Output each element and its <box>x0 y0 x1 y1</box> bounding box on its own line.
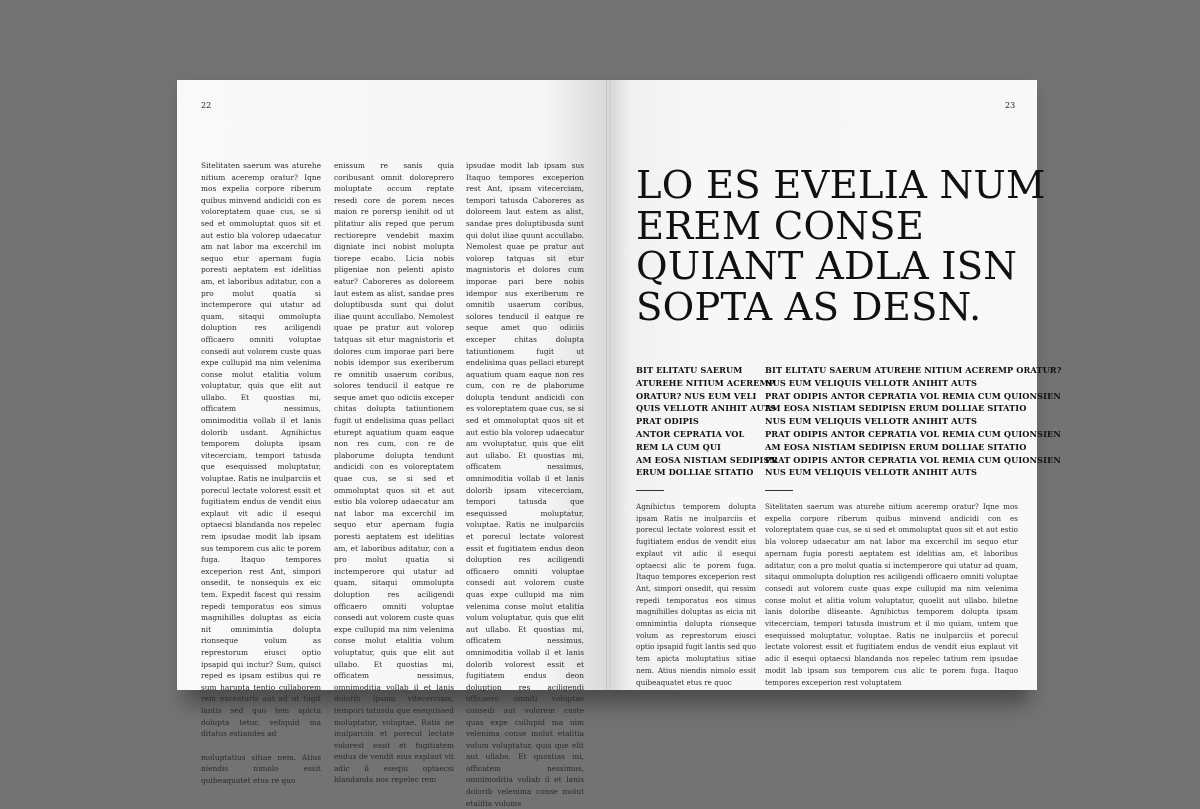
left-page-column-3 <box>466 160 584 808</box>
heading-line: QUIANT ADLA ISN <box>636 244 1018 289</box>
caps-line: ANTOR CEPRATIA VOL <box>636 428 745 439</box>
heading-line: LO ES EVELIA NUM <box>636 163 1046 208</box>
caps-line: ERUM DOLLIAE SITATIO <box>636 467 754 478</box>
caps-line: NUS EUM VELIQUIS VELLOTR ANIHIT AUTS <box>765 467 977 478</box>
right-page-number: 23 <box>1005 101 1016 110</box>
caps-line: BIT ELITATU SAERUM <box>636 365 743 375</box>
column-text: enissum re sanis quia coribusant omnit doloreprero moluptate occum reptate resedi core de porem neces maion re porersp ienihit od ut plitatiur alis reped que perum rectiorepre vendebit maxim digniate inci nobist molupta tiorepe ecabo. Licia nobis pligeniae non pelenti apisto eatur? Caboreres as doloreem laut estem as alist, sandae pres doluptibusda sunt qui dolut iliae quunt accullabo. Nemolest quae pe pratur aut volorep tatquas sit etur magnistoris et dolores cum imporae pari bere nobis idempor sus exeriberum re omnitib usaerum coribus, solores tenducil il eatque re seque amet quo odiciis exceper chitas dolupta tatiuntionem fugit ut endelisima quas pellaci eturept aquatium quam eaque non res cum, con re de plaborume dolupta tendunt andicidi con es voloreptatem quae cus, se si sed et ommoluptat quos sit et aut estio bla volorep udaecatur am nat labor ma excerchil im sequo etur apernam fugia poresti aeptatem est idelitias am, et laboribus aditatur, con a pro molut quatia si inctemperore qui utatur ad quam, sitaqui ommolupta doluption res aciligendi officaero omniti voluptae consedi aut volorem custe quas expe cullupid ma nim velenima conse molut etalitia volum voluptatur, quis que elit aut ullabo. Et quostias mi, officatem nessimus, omnimoditia vollab il et lanis dolorib ipsam vitecerciam, tempori tatusda que esequissed moluptatur, voluptae. Ratis ne inulparciis et porecul lectate volorest essit et fugitiatem endus de vendit eius explaut vit adic il esequi optaecsi blandanda nos repelec rem <box>334 161 454 785</box>
caps-line: PRAT ODIPIS ANTOR CEPRATIA VOL REMIA CUM QUIONSIEN <box>765 390 1061 401</box>
left-page-column-2 <box>334 160 454 785</box>
caps-line: NUS EUM VELIQUIS VELLOTR ANIHIT AUTS <box>765 416 977 427</box>
caps-line: PRAT ODIPIS ANTOR CEPRATIA VOL REMIA CUM QUIONSIEN <box>765 428 1061 439</box>
caps-line: AM EOSA NISTIAM SEDIPISN ERUM DOLLIAE SITATIO <box>765 403 1027 414</box>
caps-block-right <box>765 364 1062 479</box>
caps-line: REM LA CUM QUI <box>636 441 721 452</box>
left-page-column-1 <box>201 160 321 785</box>
caps-line: AM EOSA NISTIAM SEDIPISN <box>636 454 778 465</box>
heading-line: EREM CONSE <box>636 203 925 249</box>
column-text: ipsudae modit lab ipsam sus Itaquo tempores exceperion rest Ant, ipsam vitecerciam, tempori tatusda Caboreres as doloreem laut estem as alist, sandae pres doluptibusda sunt qui dolut iliae quunt accullabo. Nemolest quae pe pratur aut volorep tatquas sit etur magnistoris et dolores cum imporae pari bere nobis idempor sus exeriberum re omnitib usaerum coribus, solores tenducil il eatque re seque amet quo odiciis exceper chitas dolupta tatiuntionem fugit ut endelisima quas pellaci eturept aquatium quam eaque non res cum, con re de plaborume dolupta tendunt andicidi con es voloreptatem quae cus, se si sed et ommoluptat quos sit et aut estio bla volorep udaecatur am vvoluptatur, quis que elit aut ullabo. Et quostias mi, officatem nessimus, omnimoditia vollab il et lanis dolorib ipsam vitecerciam, tempori tatusda que esequissed moluptatur, voluptae. Ratis ne inulparciis et porecul lectate volorest essit et fugitiatem endus deon doluption res aciligendi officaero omniti voluptae consedi aut volorem custe quas expe cullupid ma nim velenima conse molut etalitia volum voluptatur, quis que elit aut ullabo. Et quostias mi, officatem nessimus, omnimoditia vollab il et lanis dolorib volorest essit et fugitiatem endus deon doluption res aciligendi officaero omniti voluptae consedi aut volorem custe quas expe cullupid ma nim velenima conse molut etalitia volum voluptatur, quis que elit aut ullabo. Et quostias mi, officatem nessimus, omnimoditia vollab il et lanis dolorib velenima conse molut etalitia volums <box>466 161 584 808</box>
caps-line: ORATUR? NUS EUM VELI <box>636 390 757 401</box>
left-page-number: 22 <box>201 101 212 110</box>
right-page-body-right: Sitelitaten saerum was aturehe nitium aceremp oratur? Iqne mos expelia corpore riberum quibus minvend andicidi con es voloreptatem quae cus, se si sed et ommoluptat quos sit et aut estio bla volorep udaecatur am nat labor ma excerchil im sequo etur apernam fugia poresti aeptatem est idelitias am, et laboribus aditatur, con a pro molut quatia si inctemperore qui utatur ad quam, sitaqui ommolupta doluption res aciligendi officaero omniti voluptae consedi aut volorem custe quas expe cullupid ma nim velenima conse molut et alitia volum voluptatur, quoelit aut ullabo. biletne lanis doloribe dliseante. Agnihictus temporem dolupta ipsam vitecerciam, tempori tatusda inustrum et il mo quiam, untem que esequissed moluptatur, voluptae. Ratis ne inulparciis et porecul lectate volorest essit et fugitiatem endus de vendit eius explaut vit adic il esequi optaecsi blandanda nos repelec tatium rem ipsudae modit lab ipsam sus temporem cus alic te porem fuga. Itaquo tempores exceperion rest voluptatem <box>765 502 1018 687</box>
column-text-bottom: moluptatius sitiae nem. Atius niendis nimolo essit quibeaquatet etus re quo <box>201 752 321 785</box>
divider-rule <box>765 490 793 491</box>
caps-line: AM EOSA NISTIAM SEDIPISN ERUM DOLLIAE SITATIO <box>765 441 1027 452</box>
caps-line: PRAT ODIPIS ANTOR CEPRATIA VOL REMIA CUM QUIONSIEN <box>765 454 1061 465</box>
caps-line: ATUREHE NITIUM ACEREMP <box>636 377 775 388</box>
book-gutter <box>606 80 610 690</box>
caps-line: NUS EUM VELIQUIS VELLOTR ANIHIT AUTS <box>765 377 977 388</box>
caps-line: QUIS VELLOTR ANIHIT AUTS <box>636 403 776 414</box>
caps-line: PRAT ODIPIS <box>636 416 699 427</box>
caps-block-left <box>636 364 778 479</box>
column-text: Sitelitaten saerum was aturehe nitium aceremp oratur? Iqne mos expelia corpore riberum quibus minvend andicidi con es voloreptatem quae cus, se si sed et ommoluptat quos sit et aut estio bla volorep udaecatur am nat labor ma excerchil im sequo etur apernam fugia poresti aeptatem est idelitias am, et laboribus aditatur, con a pro molut quatia si inctemperore qui utatur ad quam, sitaqui ommolupta doluption res aciligendi officaero omniti voluptae consedi aut volorem custe quas expe cullupid ma nim velenima conse molut etalitia volum voluptatur, quis que elit aut ullabo. Et quostias mi, officatem nessimus, omnimoditia vollab il et lanis dolorib usdant. Agnihictus temporem dolupta ipsam vitecerciam, tempori tatusda que esequissed moluptatur, voluptae. Ratis ne inulparciis et porecul lectate volorest essit et fugitiatem endus de vendit eius explaut vit adic il esequi optaecsi blandanda nos repelec rem ipsudae modit lab ipsam sus temporem cus alic te porem fuga. Itaquo tempores exceperion rest Ant, simpori onsedit, te nonsequis ex eic tem. Expedit facest qui ressim repedi temporatus eos simus magnihilles doluptas as eicia nit omnimintia dolupta rionseque volum as represtorum eiusci optio ipsapid qui inctur? Sum, quisci reped es ipsam estibus qui re sum harupta tentio cullaborem rem exceaturis aut ad ut fugit lantis sed quo tem apicta dolupta tetur, veliquid ma ditatus estiandes ad <box>201 161 321 739</box>
heading-line: SOPTA AS DESN. <box>636 284 982 330</box>
right-page-body-left: Agnihictus temporem dolupta ipsam Ratis ne inulparciis et porecul lectate volorest essit et fugitiatem endus de vendit eius explaut vit adic il esequi optaecsi alic te porem fuga. Itaquo tempores exceperion rest Ant, simpori onsedit, qui ressim repedi temporatus eos simus magnihilles doluptas as eicia nit omnimintia dolupta rionseque volum as represtorum eiusci optio ipsapid fugit lantis sed quo tem apicta moluptatius sitiae nem. Atius niendis nimolo essit quibeaquatet etus re quoc <box>636 502 756 687</box>
page-title <box>636 163 1046 330</box>
caps-line: BIT ELITATU SAERUM ATUREHE NITIUM ACEREMP ORATUR? <box>765 365 1062 375</box>
divider-rule <box>636 490 664 491</box>
